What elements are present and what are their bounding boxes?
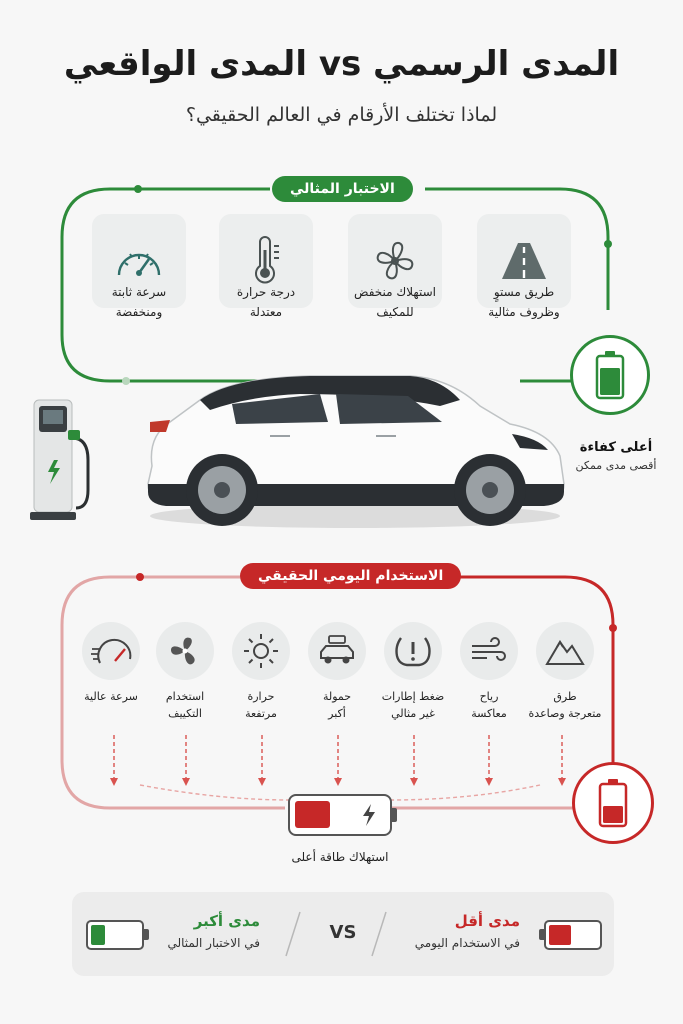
red-frame-right (440, 577, 613, 780)
ideal-factor-ac-line2: للمكيف (376, 305, 414, 319)
real-factor-hills-line2: متعرجة وصاعدة (528, 707, 602, 720)
ideal-factor-road-line1: طريق مستوٍ (493, 285, 555, 299)
battery-full-icon (595, 350, 625, 400)
real-factor-wind-line2: معاكسة (471, 707, 507, 720)
ideal-factor-speed-line1: سرعة ثابتة (111, 285, 167, 299)
ideal-factor-speed-line2: ومنخفضة (115, 305, 163, 319)
page-title: المدى الرسمي vs المدى الواقعي (63, 44, 620, 84)
less-range-battery-icon (544, 920, 602, 950)
fan-icon (373, 239, 417, 283)
red-dot-left (136, 573, 144, 581)
ac-fan-icon (167, 633, 203, 669)
electric-car-illustration (140, 366, 570, 536)
real-factor-load-line1: حمولة (322, 690, 352, 703)
red-dot-right (609, 624, 617, 632)
real-factor-ac-line1: استخدام (165, 690, 205, 703)
ideal-factor-road-line2: وظروف مثالية (488, 305, 560, 319)
wind-icon (469, 636, 509, 666)
real-factor-load-line2: أكبر (328, 707, 346, 720)
mountain-icon (545, 636, 585, 666)
more-range-battery-icon (86, 920, 144, 950)
efficiency-subtitle: أقصى مدى ممكن (575, 459, 657, 472)
real-factor-heat-line2: مرتفعة (245, 707, 277, 720)
battery-low-icon (598, 778, 628, 828)
car-load-icon (317, 634, 357, 668)
less-range-subtitle: في الاستخدام اليومي (414, 936, 520, 950)
real-factor-load (308, 622, 366, 680)
battery-terminal (392, 808, 397, 822)
lightning-icon (360, 803, 378, 827)
real-factor-ac-line2: التكييف (168, 707, 202, 720)
more-range-subtitle: في الاختبار المثالي (167, 936, 260, 950)
real-factor-tire-line2: غير مثالي (391, 707, 435, 720)
real-factor-wind-line1: رياح (479, 690, 499, 703)
green-dot-left (134, 185, 142, 193)
real-factor-wind (460, 622, 518, 680)
real-factor-tire (384, 622, 442, 680)
consumption-battery (288, 794, 392, 836)
real-battery-badge (572, 762, 654, 844)
consumption-battery-fill (295, 801, 330, 828)
road-icon (500, 241, 548, 281)
comparison-panel (72, 892, 614, 976)
high-speed-icon (90, 635, 132, 667)
real-factor-hills (536, 622, 594, 680)
sun-icon (242, 632, 280, 670)
less-range-title: مدى أقل (454, 912, 520, 930)
efficiency-title: أعلى كفاءة (579, 440, 653, 455)
real-factor-speed-line1: سرعة عالية (84, 690, 138, 703)
charger-station-icon (30, 398, 94, 522)
more-range-title: مدى أكبر (193, 912, 260, 930)
ideal-factor-temperature-line2: معتدلة (249, 305, 283, 319)
tire-pressure-icon (393, 634, 433, 668)
divider-left (282, 910, 304, 958)
ideal-factor-ac-line1: استهلاك منخفض (354, 285, 436, 299)
real-factor-ac (156, 622, 214, 680)
ideal-battery-badge (570, 335, 650, 415)
green-dot-right (604, 240, 612, 248)
vs-label: VS (329, 922, 357, 943)
thermometer-icon (248, 236, 284, 286)
real-factor-speed (82, 622, 140, 680)
real-factor-hills-line1: طرق (553, 690, 577, 703)
real-factor-tire-line1: ضغط إطارات (381, 690, 445, 703)
divider-right (368, 910, 390, 958)
consumption-label: استهلاك طاقة أعلى (291, 850, 389, 864)
ideal-factor-temperature-line1: درجة حرارة (236, 285, 296, 299)
real-factor-heat (232, 622, 290, 680)
green-dot-bottom (122, 377, 130, 385)
speedometer-icon (113, 241, 165, 281)
real-section-banner: الاستخدام اليومي الحقيقي (240, 563, 461, 589)
ideal-section-banner: الاختبار المثالي (272, 176, 413, 202)
real-factor-heat-line1: حرارة (247, 690, 275, 703)
page-subtitle: لماذا تختلف الأرقام في العالم الحقيقي؟ (185, 104, 498, 126)
